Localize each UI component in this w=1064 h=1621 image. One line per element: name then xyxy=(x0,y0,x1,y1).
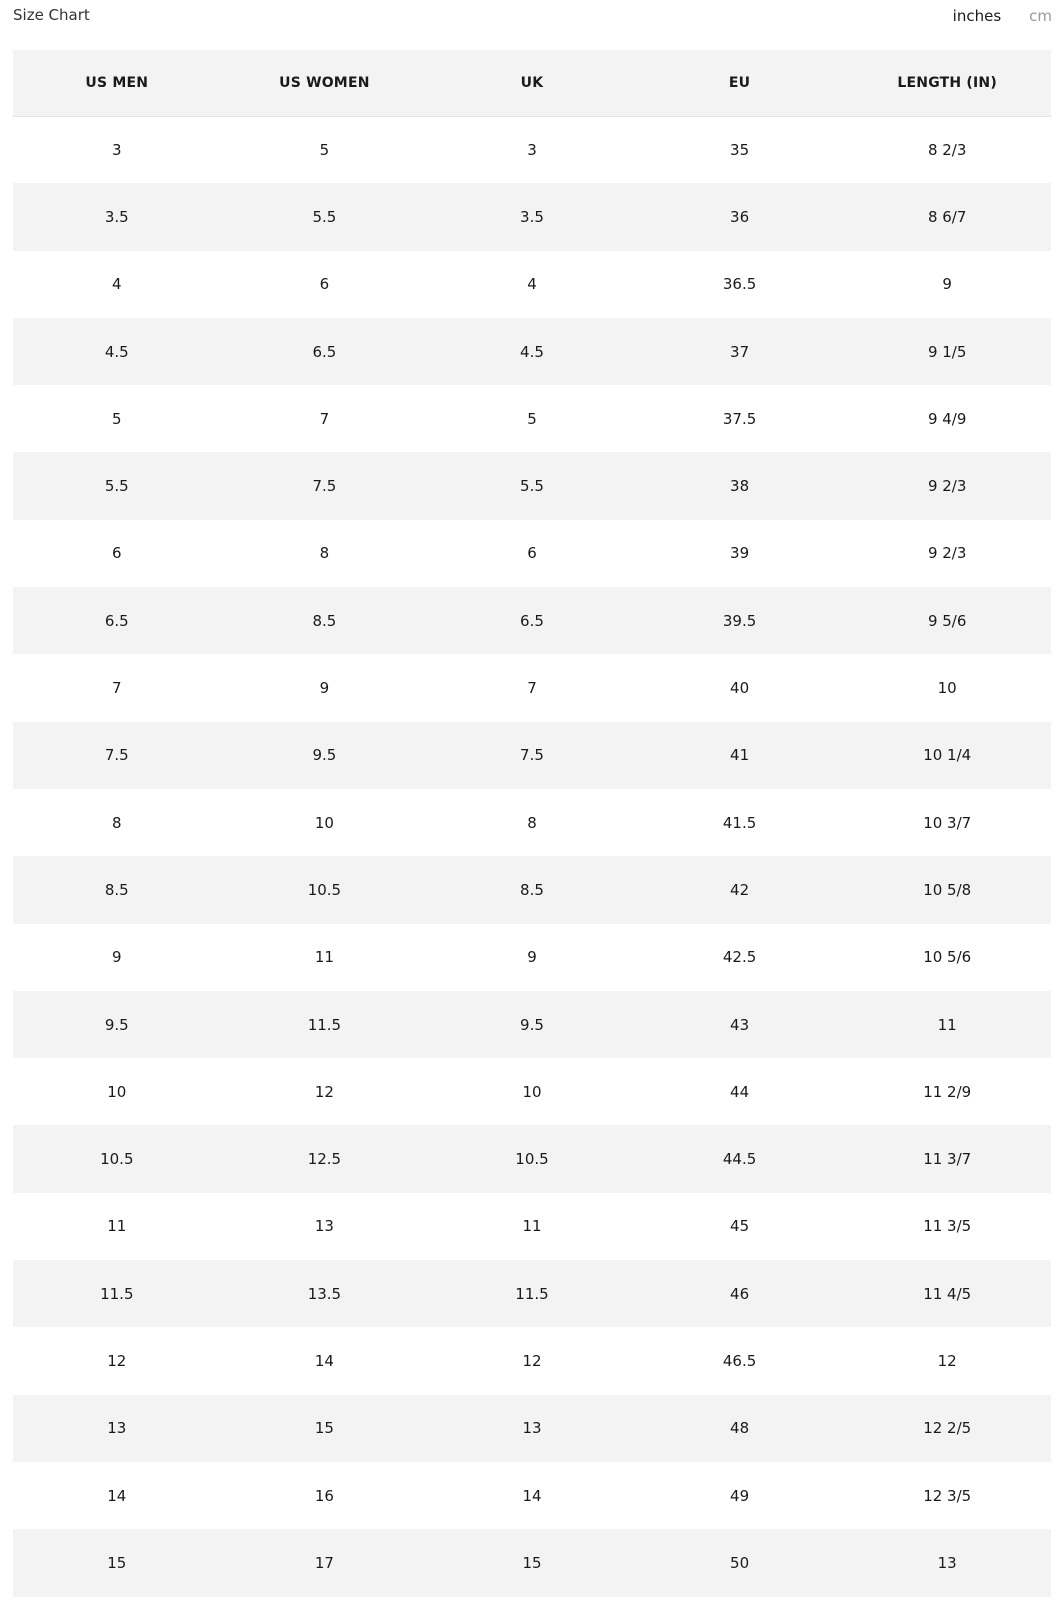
table-cell: 5 xyxy=(112,409,122,428)
table-row xyxy=(13,1260,1051,1327)
table-row xyxy=(13,856,1051,923)
table-cell: 3.5 xyxy=(520,207,544,226)
table-row xyxy=(13,452,1051,519)
table-cell: 15 xyxy=(314,1419,334,1438)
table-cell: 7.5 xyxy=(104,746,129,765)
table-cell: 14 xyxy=(107,1486,127,1505)
table-cell: 9 xyxy=(527,948,537,967)
table-row xyxy=(13,924,1051,991)
table-cell: 11 xyxy=(522,1217,542,1236)
table-cell: 4 xyxy=(112,275,122,294)
table-row xyxy=(13,183,1051,250)
table-row xyxy=(13,251,1051,318)
column-header: LENGTH (IN) xyxy=(897,74,997,91)
table-cell: 7 xyxy=(112,679,122,698)
table-cell: 15 xyxy=(107,1553,127,1572)
table-cell: 9 2/3 xyxy=(927,544,967,563)
table-row xyxy=(13,520,1051,587)
table-row xyxy=(13,991,1051,1058)
table-cell: 6.5 xyxy=(104,611,129,630)
table-cell: 9 xyxy=(319,679,330,698)
size-chart-header xyxy=(0,0,1064,42)
table-cell: 10 xyxy=(107,1082,127,1101)
table-cell: 13 xyxy=(937,1553,957,1572)
table-cell: 8.5 xyxy=(312,611,337,630)
table-cell: 12 xyxy=(107,1351,127,1370)
table-cell: 8 xyxy=(112,813,122,832)
table-row xyxy=(13,1058,1051,1125)
size-table xyxy=(13,50,1051,1597)
table-cell: 44.5 xyxy=(722,1150,757,1169)
size-table-container xyxy=(13,50,1051,1597)
table-cell: 3 xyxy=(112,140,122,159)
table-cell: 6.5 xyxy=(520,611,544,630)
table-cell: 11 xyxy=(314,948,334,967)
table-cell: 10 xyxy=(314,813,334,832)
table-cell: 15 xyxy=(522,1553,542,1572)
table-cell: 11 xyxy=(107,1217,127,1236)
table-cell: 8.5 xyxy=(104,880,129,899)
page-title: Size Chart xyxy=(13,6,90,24)
table-cell: 46.5 xyxy=(722,1351,757,1370)
table-header xyxy=(13,50,1051,116)
table-cell: 11.5 xyxy=(515,1284,549,1303)
unit-inches-button[interactable]: inches xyxy=(952,7,1002,25)
table-cell: 11.5 xyxy=(100,1284,134,1303)
column-header: US MEN xyxy=(85,74,149,91)
table-cell: 9 xyxy=(112,948,122,967)
table-cell: 10.5 xyxy=(307,880,342,899)
column-header: US WOMEN xyxy=(279,74,370,91)
table-cell: 7 xyxy=(527,679,537,698)
table-cell: 5.5 xyxy=(520,477,544,496)
table-cell: 10 xyxy=(937,679,957,698)
unit-toggle xyxy=(953,7,1052,25)
table-cell: 38 xyxy=(730,477,750,496)
table-cell: 10 1/4 xyxy=(923,746,972,765)
table-cell: 9.5 xyxy=(312,746,337,765)
table-cell: 6.5 xyxy=(312,342,337,361)
table-cell: 17 xyxy=(314,1553,334,1572)
table-cell: 10 xyxy=(522,1082,542,1101)
table-cell: 10.5 xyxy=(515,1150,549,1169)
table-cell: 11 2/9 xyxy=(923,1082,972,1101)
table-cell: 42 xyxy=(730,880,750,899)
table-row xyxy=(13,1462,1051,1529)
table-cell: 50 xyxy=(730,1553,750,1572)
table-cell: 16 xyxy=(314,1486,334,1505)
table-cell: 45 xyxy=(730,1217,750,1236)
table-cell: 41 xyxy=(730,746,750,765)
column-header: UK xyxy=(520,74,544,91)
table-cell: 10 3/7 xyxy=(923,813,972,832)
table-cell: 35 xyxy=(730,140,750,159)
table-cell: 5 xyxy=(527,409,537,428)
table-cell: 12 xyxy=(522,1351,542,1370)
table-row xyxy=(13,587,1051,654)
table-cell: 8 xyxy=(319,544,330,563)
table-cell: 9.5 xyxy=(520,1015,544,1034)
table-row xyxy=(13,722,1051,789)
table-cell: 12 xyxy=(314,1082,334,1101)
table-cell: 5 xyxy=(319,140,330,159)
table-cell: 7.5 xyxy=(312,477,337,496)
table-cell: 11.5 xyxy=(307,1015,342,1034)
table-cell: 10 5/8 xyxy=(923,880,972,899)
table-header-row xyxy=(13,50,1051,116)
table-row xyxy=(13,1395,1051,1462)
table-cell: 3 xyxy=(527,140,537,159)
table-cell: 11 3/5 xyxy=(923,1217,972,1236)
table-body xyxy=(13,116,1051,1597)
table-cell: 4.5 xyxy=(104,342,129,361)
table-cell: 36 xyxy=(730,207,750,226)
table-cell: 12.5 xyxy=(307,1150,342,1169)
table-cell: 4.5 xyxy=(520,342,544,361)
table-cell: 9.5 xyxy=(104,1015,129,1034)
table-cell: 8 xyxy=(527,813,537,832)
table-cell: 12 3/5 xyxy=(923,1486,972,1505)
table-cell: 12 2/5 xyxy=(923,1419,972,1438)
unit-cm-button[interactable]: cm xyxy=(1029,7,1052,25)
table-cell: 9 1/5 xyxy=(927,342,967,361)
table-cell: 13 xyxy=(314,1217,334,1236)
table-cell: 7 xyxy=(319,409,330,428)
table-row xyxy=(13,654,1051,721)
table-row xyxy=(13,1529,1051,1596)
table-cell: 12 xyxy=(937,1351,957,1370)
table-row xyxy=(13,1125,1051,1192)
table-cell: 37 xyxy=(730,342,750,361)
table-cell: 49 xyxy=(730,1486,750,1505)
table-cell: 9 5/6 xyxy=(927,611,967,630)
table-cell: 40 xyxy=(730,679,750,698)
table-cell: 13.5 xyxy=(307,1284,342,1303)
table-cell: 6 xyxy=(527,544,537,563)
table-cell: 9 4/9 xyxy=(927,409,967,428)
table-cell: 8.5 xyxy=(520,880,544,899)
table-cell: 9 2/3 xyxy=(927,477,967,496)
table-cell: 39 xyxy=(730,544,750,563)
table-row xyxy=(13,385,1051,452)
table-cell: 14 xyxy=(522,1486,542,1505)
table-cell: 48 xyxy=(730,1419,750,1438)
table-cell: 10.5 xyxy=(100,1150,134,1169)
column-header: EU xyxy=(728,74,751,91)
table-cell: 43 xyxy=(730,1015,750,1034)
table-row xyxy=(13,318,1051,385)
table-row xyxy=(13,789,1051,856)
table-cell: 3.5 xyxy=(104,207,129,226)
table-cell: 10 5/6 xyxy=(923,948,972,967)
table-cell: 6 xyxy=(319,275,330,294)
table-cell: 7.5 xyxy=(520,746,544,765)
table-cell: 4 xyxy=(527,275,537,294)
table-cell: 39.5 xyxy=(722,611,757,630)
table-cell: 8 2/3 xyxy=(927,140,967,159)
table-cell: 9 xyxy=(942,275,952,294)
table-cell: 13 xyxy=(522,1419,542,1438)
table-cell: 5.5 xyxy=(312,207,337,226)
table-cell: 8 6/7 xyxy=(927,207,967,226)
table-cell: 46 xyxy=(730,1284,750,1303)
table-cell: 41.5 xyxy=(722,813,757,832)
table-cell: 13 xyxy=(107,1419,127,1438)
table-cell: 6 xyxy=(112,544,122,563)
table-cell: 36.5 xyxy=(722,275,757,294)
table-cell: 11 xyxy=(937,1015,957,1034)
table-cell: 11 3/7 xyxy=(923,1150,972,1169)
table-row xyxy=(13,1193,1051,1260)
table-row xyxy=(13,116,1051,183)
table-cell: 5.5 xyxy=(104,477,129,496)
table-cell: 11 4/5 xyxy=(923,1284,972,1303)
table-cell: 14 xyxy=(314,1351,334,1370)
table-cell: 37.5 xyxy=(722,409,757,428)
table-row xyxy=(13,1327,1051,1394)
table-cell: 42.5 xyxy=(722,948,757,967)
table-cell: 44 xyxy=(730,1082,750,1101)
